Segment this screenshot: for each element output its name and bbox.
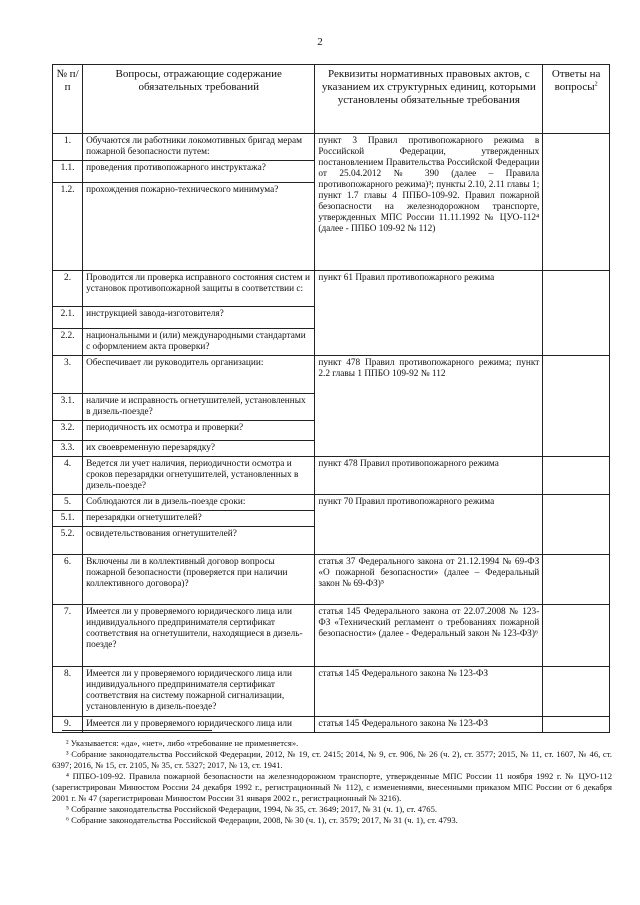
row-number: 5.1.: [53, 511, 83, 527]
row-question: периодичность их осмотра и проверки?: [83, 421, 315, 441]
row-number: 8.: [53, 667, 83, 717]
row-question: перезарядки огнетушителей?: [83, 511, 315, 527]
footnote: ⁵ Собрание законодательства Российской Федерации, 1994, № 35, ст. 3649; 2017, № 31 (ч. 1), ст. 4765.: [66, 804, 438, 814]
row-answer[interactable]: [543, 271, 610, 356]
row-number: 2.2.: [53, 329, 83, 356]
row-number: 1.: [53, 134, 83, 161]
row-number: 3.2.: [53, 421, 83, 441]
row-answer[interactable]: [543, 495, 610, 555]
row-question: Включены ли в коллективный договор вопросы пожарной безопасности (проверяется при наличии коллективного договора)?: [83, 555, 315, 605]
row-answer[interactable]: [543, 717, 610, 733]
row-question: наличие и исправность огнетушителей, установленных в дизель-поезде?: [83, 394, 315, 421]
table-row: [53, 667, 610, 717]
row-number: 7.: [53, 605, 83, 667]
header-answers-label: Ответы на вопросы: [551, 68, 601, 93]
header-questions: Вопросы, отражающие содержание обязательных требований: [83, 65, 315, 134]
row-number: 6.: [53, 555, 83, 605]
footnote-divider: [62, 730, 212, 731]
row-answer[interactable]: [543, 356, 610, 457]
row-question: Ведется ли учет наличия, периодичности осмотра и сроков перезарядки огнетушителей, установленных в дизель-поезде?: [83, 457, 315, 495]
row-answer[interactable]: [543, 555, 610, 605]
row-question: Проводится ли проверка исправного состояния систем и установок противопожарной защиты в соответствии с:: [83, 271, 315, 307]
row-answer[interactable]: [543, 457, 610, 495]
footnote: ³ Собрание законодательства Российской Федерации, 2012, № 19, ст. 2415; 2014, № 9, ст. 906, № 26 (ч. 2), ст. 3577; 2015, № 11, ст. 1607, № 46, ст. 6397; 2016, № 15, ст. 2105, № 35, ст. 5327; 2017, № 13, ст. 1941.: [52, 749, 612, 770]
row-act: пункт 478 Правил противопожарного режима: [315, 457, 543, 495]
row-question: освидетельствования огнетушителей?: [83, 527, 315, 555]
row-number: 1.1.: [53, 161, 83, 183]
row-number: 3.3.: [53, 441, 83, 457]
row-question: Имеется ли у проверяемого юридического лица или индивидуального предпринимателя сертификат соответствия на систему пожарной сигнализации, установленную в дизель-поезде?: [83, 667, 315, 717]
row-question: Соблюдаются ли в дизель-поезде сроки:: [83, 495, 315, 511]
row-question: инструкцией завода-изготовителя?: [83, 307, 315, 329]
row-act: статья 37 Федерального закона от 21.12.1994 № 69-ФЗ «О пожарной безопасности» (далее – Федеральный закон № 69-ФЗ)⁵: [315, 555, 543, 605]
row-question: прохождения пожарно-технического минимума?: [83, 183, 315, 271]
row-act: пункт 3 Правил противопожарного режима в Российской Федерации, утвержденных постановлением Правительства Российской Федерации от 25.04.2012 № 390 (далее – Правила противопожарного режима)³; пункты 2.10, 2.11 главы 1; пункт 1.7 главы 4 ППБО-109-92. Правил пожарной безопасности на железнодорожном транспорте, утвержденных МПС России 11.11.1992 № ЦУО-112⁴ (далее - ППБО 109-92 № 112): [315, 134, 543, 271]
footnotes: [52, 738, 612, 826]
row-question: Имеется ли у проверяемого юридического лица или индивидуального предпринимателя сертификат соответствия на огнетушители, находящиеся в дизель-поезде?: [83, 605, 315, 667]
row-question: Имеется ли у проверяемого юридического лица или: [83, 717, 315, 733]
row-answer[interactable]: [543, 667, 610, 717]
row-act: статья 145 Федерального закона № 123-ФЗ: [315, 717, 543, 733]
table-row: [53, 555, 610, 605]
footnote: ⁴ ППБО-109-92. Правила пожарной безопасности на железнодорожном транспорте, утвержденные МПС России 11 ноября 1992 г. № ЦУО-112 (зарегистрирован Минюстом России 24 декабря 1992 г., регистрационный № 112), с изменениями, внесенными приказом МПС России от 6 декабря 2001 г. № 47 (зарегистрирован Минюстом России 31 января 2002 г., регистрационный № 3216).: [52, 771, 612, 803]
row-number: 2.1.: [53, 307, 83, 329]
row-question: национальными и (или) международными стандартами с оформлением акта проверки?: [83, 329, 315, 356]
row-act: пункт 70 Правил противопожарного режима: [315, 495, 543, 555]
header-acts: Реквизиты нормативных правовых актов, с указанием их структурных единиц, которыми установлены обязательные требования: [315, 65, 543, 134]
row-answer[interactable]: [543, 134, 610, 271]
footnote: ⁶ Собрание законодательства Российской Федерации, 2008, № 30 (ч. 1), ст. 3579; 2017, № 31 (ч. 1), ст. 4793.: [66, 815, 458, 825]
row-question: проведения противопожарного инструктажа?: [83, 161, 315, 183]
footnote-ref: 2: [594, 81, 598, 88]
header-answers: [543, 65, 610, 134]
row-number: 3.1.: [53, 394, 83, 421]
table-row: [53, 271, 610, 307]
row-number: 5.: [53, 495, 83, 511]
row-act: пункт 61 Правил противопожарного режима: [315, 271, 543, 356]
table-row: [53, 457, 610, 495]
row-question: Обучаются ли работники локомотивных бригад мерам пожарной безопасности путем:: [83, 134, 315, 161]
footnote: ² Указывается: «да», «нет», либо «требование не применяется».: [66, 738, 299, 748]
row-act: статья 145 Федерального закона от 22.07.2008 № 123-ФЗ «Технический регламент о требованиях пожарной безопасности» (далее - Федеральный закон № 123-ФЗ)⁶: [315, 605, 543, 667]
row-number: 2.: [53, 271, 83, 307]
page-number: 2: [317, 36, 323, 48]
row-answer[interactable]: [543, 605, 610, 667]
table-row: [53, 134, 610, 161]
row-act: статья 145 Федерального закона № 123-ФЗ: [315, 667, 543, 717]
row-number: 3.: [53, 356, 83, 394]
header-num: № п/п: [53, 65, 83, 134]
table-row: [53, 356, 610, 394]
row-number: 1.2.: [53, 183, 83, 271]
table-header-row: [53, 65, 610, 134]
row-act: пункт 478 Правил противопожарного режима; пункт 2.2 главы 1 ППБО 109-92 № 112: [315, 356, 543, 457]
row-number: 4.: [53, 457, 83, 495]
row-question: Обеспечивает ли руководитель организации:: [83, 356, 315, 394]
row-number: 9.: [53, 717, 83, 733]
row-number: 5.2.: [53, 527, 83, 555]
table-row: [53, 495, 610, 511]
requirements-table: [52, 64, 610, 733]
table-row: [53, 605, 610, 667]
row-question: их своевременную перезарядку?: [83, 441, 315, 457]
